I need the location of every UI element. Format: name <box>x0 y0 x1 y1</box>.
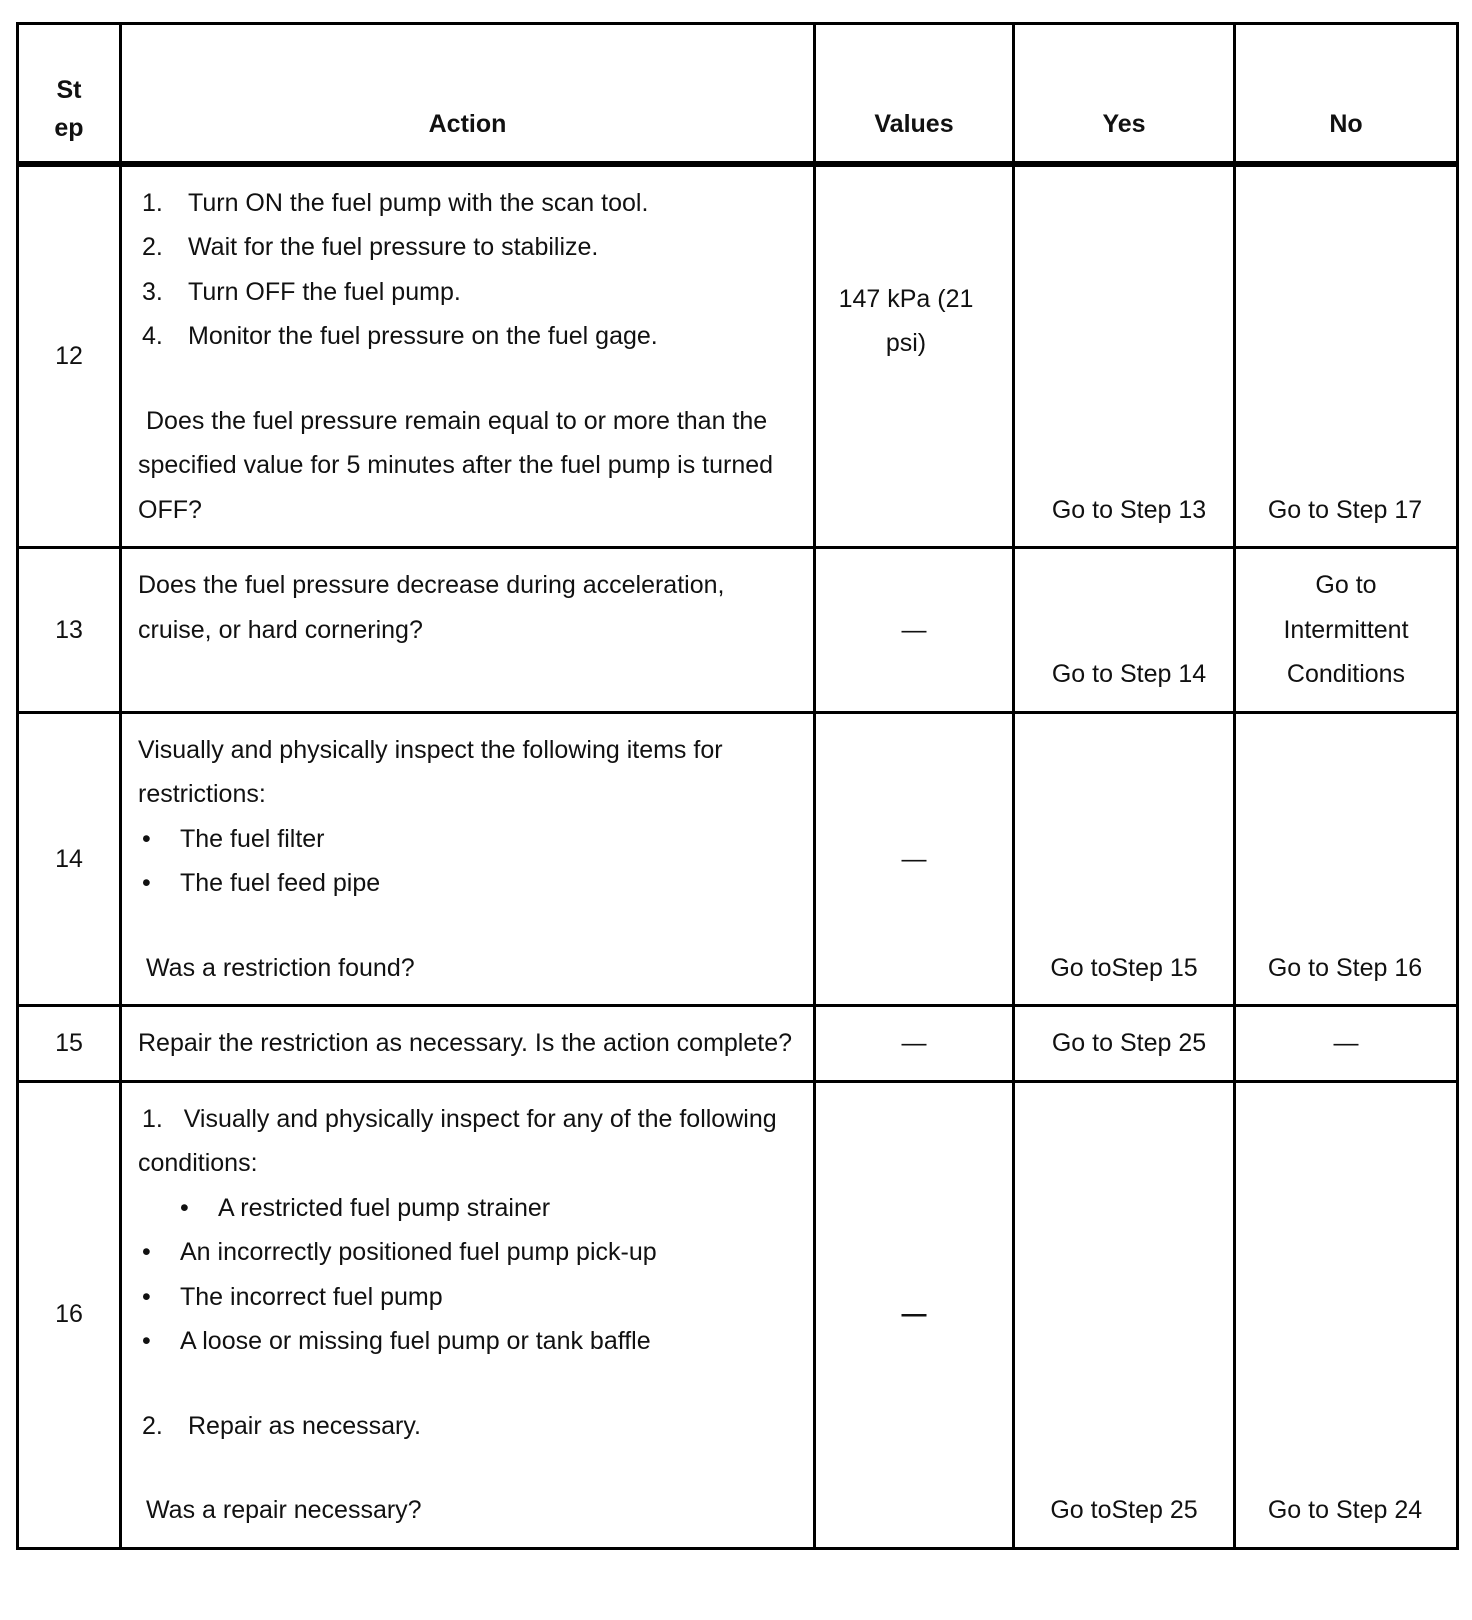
list-item <box>138 1230 799 1275</box>
values-cell <box>815 712 1014 1006</box>
yes-link: Go toStep 15 <box>1050 953 1198 982</box>
step-number: 15 <box>18 1006 121 1082</box>
no-link: Go to Step 24 <box>1267 1496 1423 1524</box>
item-number: 3. <box>142 277 163 306</box>
list-item <box>138 181 799 226</box>
item-text: An incorrectly positioned fuel pump pick-up <box>180 1238 657 1266</box>
action-cell <box>121 1081 815 1548</box>
item-text: The fuel feed pipe <box>180 869 381 897</box>
values-cell <box>815 548 1014 713</box>
header-step: St ep <box>18 24 121 164</box>
step-number: 13 <box>18 548 121 713</box>
no-cell <box>1235 164 1458 548</box>
yes-cell <box>1014 548 1235 713</box>
action-intro: Visually and physically inspect the following items for restrictions: <box>138 735 723 808</box>
bullet-icon: • <box>142 869 151 897</box>
action-cell <box>121 1006 815 1082</box>
item-text: The fuel filter <box>180 824 325 853</box>
table-row-step-14 <box>18 712 1458 1006</box>
values-cell <box>815 1006 1014 1082</box>
no-cell <box>1235 1081 1458 1548</box>
list-item <box>138 225 799 270</box>
no-link: — <box>1333 1029 1359 1057</box>
step-number: 12 <box>18 164 121 548</box>
action-cell <box>121 164 815 548</box>
yes-cell <box>1014 712 1235 1006</box>
header-action: Action <box>121 24 815 164</box>
action-question: Was a repair necessary? <box>146 1496 422 1524</box>
bullet-icon: • <box>142 1238 151 1266</box>
list-item <box>138 1404 799 1449</box>
header-yes: Yes <box>1014 24 1235 164</box>
item-number: 2. <box>142 233 163 261</box>
values-cell <box>815 1081 1014 1548</box>
bullet-icon: • <box>180 1193 189 1222</box>
table-row-step-15 <box>18 1006 1458 1082</box>
list-item <box>138 1319 799 1364</box>
item-number: 1. <box>142 1104 163 1133</box>
step-number: 16 <box>18 1081 121 1548</box>
no-link: Go to Step 17 <box>1267 495 1423 524</box>
item-text: Turn OFF the fuel pump. <box>188 277 461 306</box>
values-text: — <box>901 1300 927 1329</box>
table-row-step-16 <box>18 1081 1458 1548</box>
item-text: A restricted fuel pump strainer <box>218 1193 551 1222</box>
yes-cell <box>1014 164 1235 548</box>
table-row-step-13 <box>18 548 1458 713</box>
list-item <box>138 1097 799 1186</box>
no-link: Go to Intermittent Conditions <box>1283 571 1409 688</box>
action-cell <box>121 548 815 713</box>
yes-link: Go to Step 14 <box>1051 660 1207 688</box>
bullet-icon: • <box>142 1327 151 1355</box>
values-text: — <box>901 615 927 644</box>
yes-cell <box>1014 1081 1235 1548</box>
table-row-step-12 <box>18 164 1458 548</box>
values-text: — <box>901 844 927 873</box>
action-text: Repair the restriction as necessary. Is the action complete? <box>138 1029 793 1057</box>
yes-link: Go toStep 25 <box>1050 1496 1198 1524</box>
no-link: Go to Step 16 <box>1267 953 1423 982</box>
item-text: A loose or missing fuel pump or tank baffle <box>180 1327 651 1355</box>
header-no: No <box>1235 24 1458 164</box>
diagnostic-table <box>16 22 1459 1550</box>
no-cell <box>1235 1006 1458 1082</box>
item-number: 1. <box>142 188 163 217</box>
list-item <box>138 1186 799 1231</box>
values-cell <box>815 164 1014 548</box>
values-text: 147 kPa (21 psi) <box>838 284 974 358</box>
yes-link: Go to Step 25 <box>1051 1029 1207 1057</box>
item-number: 2. <box>142 1411 163 1440</box>
item-text: The incorrect fuel pump <box>180 1282 443 1311</box>
action-text: Does the fuel pressure decrease during acceleration, cruise, or hard cornering? <box>138 571 725 644</box>
item-text: Turn ON the fuel pump with the scan tool. <box>188 188 649 217</box>
item-text: Wait for the fuel pressure to stabilize. <box>188 233 599 261</box>
header-values: Values <box>815 24 1014 164</box>
step-number: 14 <box>18 712 121 1006</box>
bullet-icon: • <box>142 824 151 853</box>
list-item <box>138 861 799 906</box>
bullet-icon: • <box>142 1282 151 1311</box>
list-item <box>138 270 799 315</box>
item-text: Monitor the fuel pressure on the fuel gage. <box>188 322 658 350</box>
list-item <box>138 817 799 862</box>
header-row <box>18 24 1458 164</box>
item-text: Repair as necessary. <box>188 1411 421 1440</box>
values-text: — <box>901 1029 927 1057</box>
list-item <box>138 1275 799 1320</box>
no-cell <box>1235 712 1458 1006</box>
list-item <box>138 314 799 359</box>
yes-link: Go to Step 13 <box>1051 495 1207 524</box>
action-cell <box>121 712 815 1006</box>
action-question: Does the fuel pressure remain equal to or more than the specified value for 5 minutes after the fuel pump is turned OFF? <box>138 406 774 524</box>
action-question: Was a restriction found? <box>146 953 415 982</box>
item-number: 4. <box>142 322 163 350</box>
item-text: Visually and physically inspect for any of the following conditions: <box>138 1104 777 1177</box>
no-cell <box>1235 548 1458 713</box>
yes-cell <box>1014 1006 1235 1082</box>
